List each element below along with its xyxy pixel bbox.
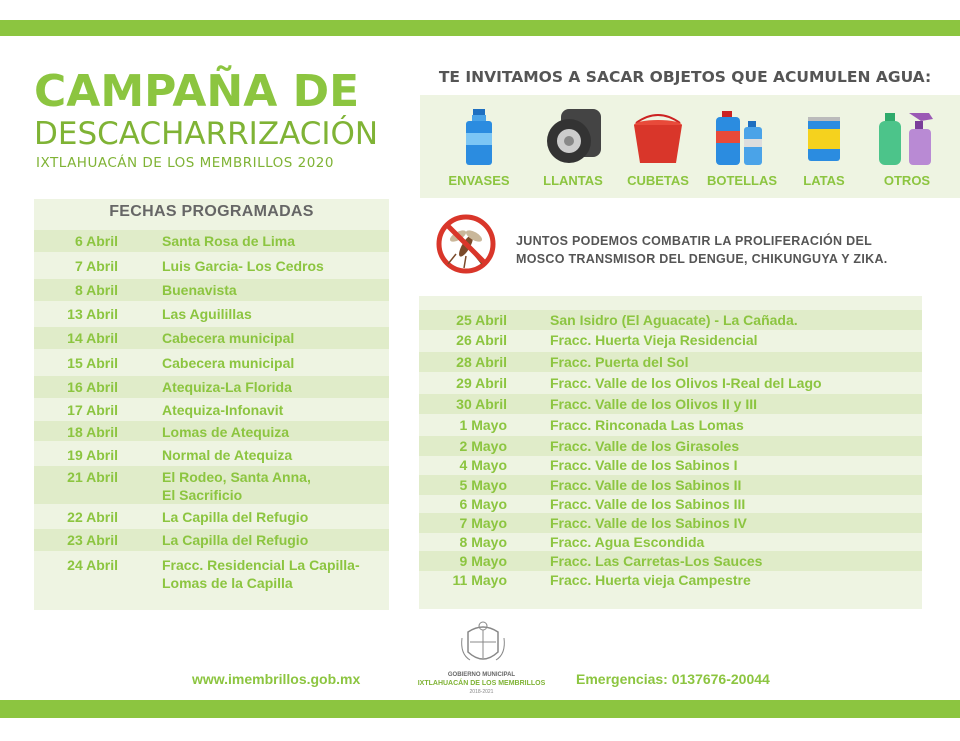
spray-bottles-icon bbox=[877, 107, 937, 167]
schedule-row bbox=[34, 529, 389, 551]
schedule-row bbox=[34, 327, 389, 349]
schedule-place-line: Buenavista bbox=[162, 282, 237, 298]
schedule-date: 9 Mayo bbox=[459, 553, 507, 569]
gov-line-1: GOBIERNO MUNICIPAL bbox=[447, 672, 516, 678]
message-line-2: MOSCO TRANSMISOR DEL DENGUE, CHIKUNGUYA Y ZIKA. bbox=[516, 252, 888, 266]
schedule-date: 24 Abril bbox=[67, 557, 118, 573]
schedule-row bbox=[419, 436, 922, 456]
schedule-place-line: Las Aguilillas bbox=[162, 306, 252, 322]
schedule-date: 6 Mayo bbox=[459, 496, 507, 512]
schedule-place-line: La Capilla del Refugio bbox=[162, 532, 309, 548]
schedule-place-line: Cabecera municipal bbox=[162, 355, 295, 371]
schedule-date: 23 Abril bbox=[67, 532, 118, 548]
schedule-row bbox=[419, 330, 922, 350]
object-envases bbox=[438, 95, 520, 198]
schedule-date: 29 Abril bbox=[456, 375, 507, 391]
schedule-place-line: Cabecera municipal bbox=[162, 330, 295, 346]
schedule-date: 8 Mayo bbox=[459, 534, 507, 550]
object-label: ENVASES bbox=[448, 173, 510, 188]
schedule-date: 2 Mayo bbox=[459, 438, 507, 454]
schedule-date: 19 Abril bbox=[67, 447, 118, 463]
schedule-date: 28 Abril bbox=[456, 354, 507, 370]
object-label: OTROS bbox=[883, 173, 931, 188]
schedule-place: San Isidro (El Aguacate) - La Cañada. bbox=[550, 312, 798, 328]
schedule-place bbox=[162, 423, 387, 441]
schedule-row bbox=[419, 373, 922, 393]
schedule-place: Fracc. Valle de los Sabinos IV bbox=[550, 515, 747, 531]
schedule-row bbox=[34, 554, 389, 598]
schedule-place bbox=[162, 329, 387, 347]
message-line-1: JUNTOS PODEMOS COMBATIR LA PROLIFERACIÓN DEL bbox=[516, 234, 873, 248]
schedule-place bbox=[162, 232, 387, 250]
campaign-title: CAMPAÑA DE bbox=[34, 66, 360, 117]
schedule-heading: FECHAS PROGRAMADAS bbox=[109, 203, 314, 220]
schedule-date: 18 Abril bbox=[67, 424, 118, 440]
gov-line-2: IXTLAHUACÁN DE LOS MEMBRILLOS bbox=[417, 680, 546, 687]
gov-line-3: 2018-2021 bbox=[469, 689, 494, 695]
schedule-date: 30 Abril bbox=[456, 396, 507, 412]
schedule-place: Fracc. Valle de los Sabinos I bbox=[550, 457, 738, 473]
schedule-date: 25 Abril bbox=[456, 312, 507, 328]
schedule-row bbox=[419, 513, 922, 533]
object-botellas bbox=[701, 95, 783, 198]
schedule-place bbox=[162, 556, 387, 592]
schedule-place: Fracc. Valle de los Olivos I-Real del Lago bbox=[550, 375, 822, 391]
schedule-place-line: Fracc. Residencial La Capilla- bbox=[162, 557, 360, 573]
schedule-place-line: Lomas de la Capilla bbox=[162, 575, 293, 591]
awareness-message bbox=[516, 232, 956, 268]
object-label: CUBETAS bbox=[627, 173, 689, 188]
schedule-place-line: Lomas de Atequiza bbox=[162, 424, 290, 440]
schedule-place bbox=[162, 401, 387, 419]
schedule-place-line: Atequiza-La Florida bbox=[162, 379, 292, 395]
schedule-place-line: Atequiza-Infonavit bbox=[162, 402, 284, 418]
emergency-phone: Emergencias: 0137676-20044 bbox=[576, 671, 770, 687]
schedule-row bbox=[34, 466, 389, 504]
schedule-row bbox=[34, 506, 389, 526]
schedule-row bbox=[34, 352, 389, 374]
schedule-date: 7 Abril bbox=[74, 258, 118, 274]
schedule-date: 16 Abril bbox=[67, 379, 118, 395]
schedule-date: 21 Abril bbox=[67, 469, 118, 485]
bottom-green-bar bbox=[0, 700, 960, 718]
schedule-row bbox=[419, 475, 922, 495]
cans-icon bbox=[794, 107, 854, 167]
objects-title: TE INVITAMOS A SACAR OBJETOS QUE ACUMULEN AGUA: bbox=[438, 68, 932, 86]
schedule-place: Fracc. Huerta Vieja Residencial bbox=[550, 332, 758, 348]
schedule-row bbox=[34, 399, 389, 419]
object-latas bbox=[783, 95, 865, 198]
object-label: LATAS bbox=[803, 173, 845, 188]
schedule-place bbox=[162, 508, 387, 526]
schedule-row bbox=[419, 532, 922, 552]
schedule-row bbox=[419, 494, 922, 514]
schedule-place bbox=[162, 531, 387, 549]
campaign-place: IXTLAHUACÁN DE LOS MEMBRILLOS 2020 bbox=[36, 155, 334, 171]
object-label: LLANTAS bbox=[543, 173, 603, 188]
schedule-place bbox=[162, 468, 387, 504]
schedule-row bbox=[34, 303, 389, 325]
schedule-date: 8 Abril bbox=[74, 282, 118, 298]
schedule-date: 11 Mayo bbox=[452, 572, 507, 588]
schedule-place: Fracc. Valle de los Girasoles bbox=[550, 438, 740, 454]
object-otros bbox=[866, 95, 948, 198]
website-link[interactable]: www.imembrillos.gob.mx bbox=[192, 671, 361, 687]
schedule-date: 5 Mayo bbox=[459, 477, 507, 493]
no-mosquito-icon bbox=[436, 214, 496, 274]
schedule-date: 4 Mayo bbox=[459, 457, 507, 473]
schedule-place-line: Santa Rosa de Lima bbox=[162, 233, 296, 249]
schedule-row bbox=[419, 394, 922, 414]
schedule-place bbox=[162, 446, 387, 464]
schedule-place: Fracc. Huerta vieja Campestre bbox=[550, 572, 751, 588]
schedule-place-line: El Rodeo, Santa Anna, bbox=[162, 469, 311, 485]
schedule-row bbox=[34, 421, 389, 441]
bucket-icon bbox=[628, 107, 688, 167]
schedule-date: 6 Abril bbox=[74, 233, 118, 249]
schedule-place: Fracc. Rinconada Las Lomas bbox=[550, 417, 744, 433]
schedule-place-line: Luis Garcia- Los Cedros bbox=[162, 258, 324, 274]
schedule-row bbox=[419, 352, 922, 372]
objects-panel bbox=[420, 95, 960, 198]
bottles-icon bbox=[712, 107, 772, 167]
schedule-row bbox=[34, 255, 389, 277]
tires-icon bbox=[543, 107, 603, 167]
object-llantas bbox=[532, 95, 614, 198]
schedule-place-line: El Sacrificio bbox=[162, 487, 243, 503]
schedule-date: 1 Mayo bbox=[459, 417, 507, 433]
schedule-left-panel bbox=[34, 199, 389, 610]
schedule-row bbox=[419, 455, 922, 475]
schedule-row bbox=[34, 230, 389, 252]
top-green-bar bbox=[0, 20, 960, 36]
schedule-date: 22 Abril bbox=[67, 509, 118, 525]
bottle-icon bbox=[449, 107, 509, 167]
schedule-place-line: Normal de Atequiza bbox=[162, 447, 293, 463]
schedule-row bbox=[34, 279, 389, 301]
schedule-date: 17 Abril bbox=[67, 402, 118, 418]
object-label: BOTELLAS bbox=[706, 173, 778, 188]
schedule-row bbox=[419, 570, 922, 590]
schedule-date: 7 Mayo bbox=[459, 515, 507, 531]
schedule-date: 15 Abril bbox=[67, 355, 118, 371]
schedule-row bbox=[419, 551, 922, 571]
schedule-place bbox=[162, 281, 387, 299]
schedule-row bbox=[419, 415, 922, 435]
schedule-date: 13 Abril bbox=[67, 306, 118, 322]
schedule-row bbox=[34, 376, 389, 398]
schedule-place: Fracc. Puerta del Sol bbox=[550, 354, 689, 370]
schedule-place: Fracc. Valle de los Sabinos III bbox=[550, 496, 746, 512]
schedule-right-panel bbox=[419, 296, 922, 609]
schedule-place: Fracc. Valle de los Sabinos II bbox=[550, 477, 742, 493]
schedule-place: Fracc. Agua Escondida bbox=[550, 534, 705, 550]
schedule-place: Fracc. Las Carretas-Los Sauces bbox=[550, 553, 763, 569]
schedule-row bbox=[34, 444, 389, 464]
campaign-subtitle: DESCACHARRIZACIÓN bbox=[34, 116, 379, 152]
schedule-place-line: La Capilla del Refugio bbox=[162, 509, 309, 525]
schedule-date: 14 Abril bbox=[67, 330, 118, 346]
schedule-place bbox=[162, 378, 387, 396]
schedule-place bbox=[162, 305, 387, 323]
municipal-seal-icon bbox=[458, 618, 508, 668]
schedule-row bbox=[419, 310, 922, 330]
schedule-place bbox=[162, 257, 387, 275]
schedule-place: Fracc. Valle de los Olivos II y III bbox=[550, 396, 757, 412]
object-cubetas bbox=[617, 95, 699, 198]
schedule-date: 26 Abril bbox=[456, 332, 507, 348]
schedule-place bbox=[162, 354, 387, 372]
